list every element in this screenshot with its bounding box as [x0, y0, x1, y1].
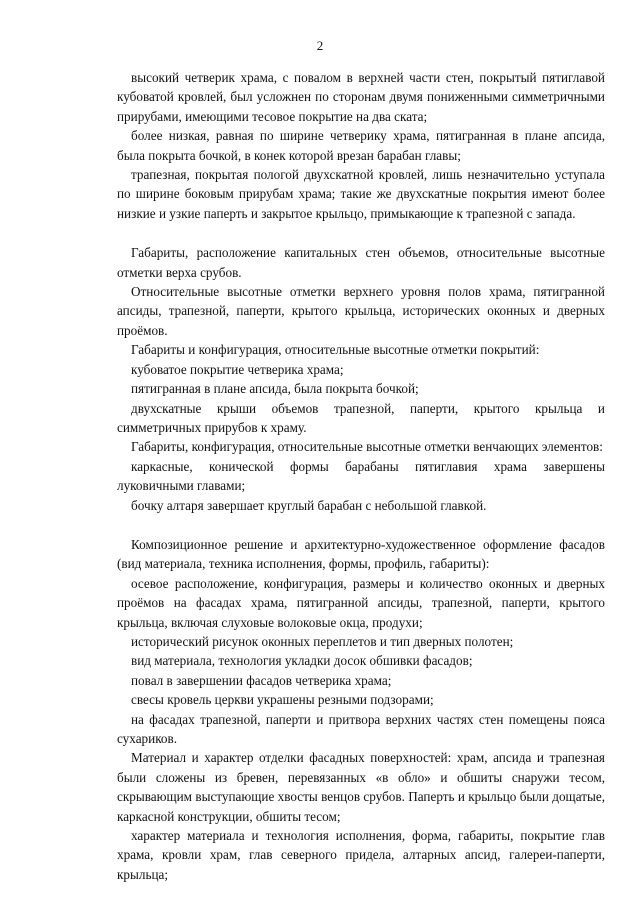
paragraph: Габариты и конфигурация, относительные высотные отметки покрытий:	[131, 342, 540, 358]
paragraph: повал в завершении фасадов четверика храма;	[131, 672, 392, 688]
section-gap	[117, 515, 605, 535]
paragraph: вид материала, технология укладки досок обшивки фасадов;	[131, 653, 473, 669]
paragraph: свесы кровель церкви украшены резными подзорами;	[131, 692, 434, 708]
paragraph: Относительные высотные отметки верхнего уровня полов храма, пятигранной апсиды, трапезной, паперти, крытого крыльца, исторических оконных и дверных проёмов.	[117, 284, 605, 338]
paragraph: Материал и характер отделки фасадных поверхностей: храм, апсида и трапезная были сложены из бревен, перевязанных «в обло» и обшиты снаружи тесом, скрывающим выступающие хвосты венцов срубов. Паперть и крыльцо были дощатые, каркасной конструкции, обшиты тесом;	[117, 750, 605, 824]
paragraph: Габариты, конфигурация, относительные высотные отметки венчающих элементов:	[131, 439, 603, 455]
page-number: 2	[316, 38, 324, 53]
paragraph: высокий четверик храма, с повалом в верхней части стен, покрытый пятиглавой кубоватой кровлей, был усложнен по сторонам двумя пониженными симметричными прирубами, имеющими тесовое покрытие на два ската;	[117, 70, 605, 124]
paragraph: осевое расположение, конфигурация, размеры и количество оконных и дверных проёмов на фасадах храма, пятигранной апсиды, трапезной, паперти, крытого крыльца, включая слуховые волоковые окца, продухи;	[117, 575, 605, 630]
paragraph: исторический рисунок оконных переплетов и тип дверных полотен;	[131, 633, 514, 649]
document-body	[117, 68, 605, 884]
paragraph: характер материала и технология исполнения, форма, габариты, покрытие глав храма, кровли храм, глав северного придела, алтарных апсид, галереи-паперти, крыльца;	[117, 828, 605, 882]
section-gap	[117, 223, 605, 243]
paragraph: пятигранная в плане апсида, была покрыта бочкой;	[131, 381, 419, 397]
paragraph: Композиционное решение и архитектурно-художественное оформление фасадов (вид материала, техника исполнения, формы, профиль, габариты):	[117, 536, 605, 572]
paragraph: более низкая, равная по ширине четверику храма, пятигранная в плане апсида, была покрыта бочкой, в конек которой врезан барабан главы;	[117, 128, 605, 163]
paragraph: двухскатные крыши объемов трапезной, паперти, крытого крыльца и симметричных прирубов к храму.	[117, 400, 605, 435]
paragraph: кубоватое покрытие четверика храма;	[131, 361, 344, 377]
paragraph: Габариты, расположение капитальных стен объемов, относительные высотные отметки верха срубов.	[117, 245, 605, 280]
paragraph: на фасадах трапезной, паперти и притвора верхних частях стен помещены пояса сухариков.	[117, 711, 605, 746]
paragraph: трапезная, покрытая пологой двухскатной кровлей, лишь незначительно уступала по ширине боковым прирубам храма; такие же двухскатные покрытия имеют более низкие и узкие паперть и закрытое крыльцо, примыкающие к трапезной с запада.	[117, 167, 605, 221]
paragraph: каркасные, конической формы барабаны пятиглавия храма завершены луковичными главами;	[117, 458, 605, 494]
paragraph: бочку алтаря завершает круглый барабан с небольшой главкой.	[131, 497, 487, 513]
